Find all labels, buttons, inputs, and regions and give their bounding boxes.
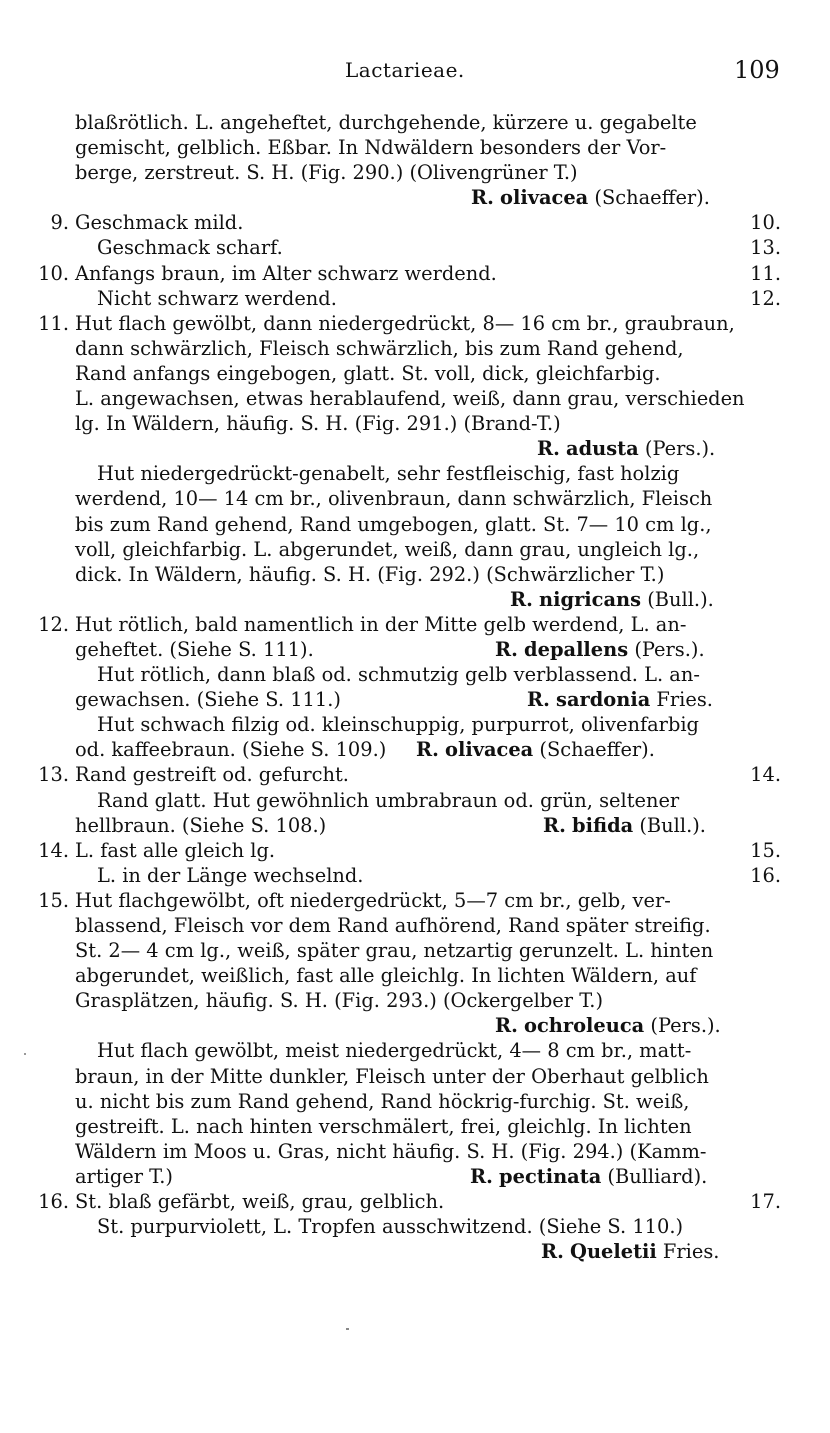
line-text: Nicht schwarz werdend.	[97, 286, 337, 310]
couplet-number: 13.	[38, 763, 69, 787]
text-line	[75, 587, 781, 612]
line-text: Rand gestreift od. gefurcht.	[75, 763, 349, 787]
text-line	[38, 1189, 781, 1214]
text-line	[75, 286, 781, 311]
genus-abbrev: R.	[495, 637, 518, 661]
species-authority: (Bull.).	[641, 587, 714, 611]
species-authority: (Pers.).	[644, 1014, 721, 1038]
lead-to-number: 14.	[750, 763, 781, 787]
line-text: St. 2— 4 cm lg., weiß, später grau, netzartig gerunzelt. L. hinten	[75, 939, 714, 963]
genus-abbrev: R.	[510, 587, 533, 611]
line-text: gemischt, gelblich. Eßbar. In Ndwäldern besonders der Vor-	[75, 136, 667, 160]
species-name	[495, 637, 705, 662]
species-epithet: Queletii	[570, 1240, 657, 1264]
species-epithet: sardonia	[556, 688, 651, 712]
text-line	[75, 1214, 781, 1239]
text-line	[75, 110, 781, 135]
line-text: werdend, 10— 14 cm br., olivenbraun, dann schwärzlich, Fleisch	[75, 487, 713, 511]
lead-to-number: 13.	[750, 236, 781, 260]
text-line	[75, 1114, 781, 1139]
text-line	[75, 813, 781, 838]
line-text: Anfangs braun, im Alter schwarz werdend.	[75, 261, 497, 285]
species-epithet: olivacea	[500, 186, 589, 210]
text-line	[75, 436, 781, 461]
line-text: Hut flach gewölbt, dann niedergedrückt, 8— 16 cm br., graubraun,	[75, 311, 735, 335]
line-text: St. purpurviolett, L. Tropfen ausschwitzend. (Siehe S. 110.)	[97, 1215, 684, 1239]
page-header	[0, 56, 830, 88]
species-name	[527, 687, 713, 712]
genus-abbrev: R.	[527, 688, 550, 712]
line-text: Hut rötlich, bald namentlich in der Mitte gelb werdend, L. an-	[75, 612, 687, 636]
text-line	[75, 537, 781, 562]
line-text: hellbraun. (Siehe S. 108.)	[75, 813, 327, 837]
text-line	[38, 261, 781, 286]
species-authority: (Schaeffer).	[533, 738, 655, 762]
species-name	[470, 1164, 707, 1189]
line-text: od. kaffeebraun. (Siehe S. 109.)	[75, 738, 387, 762]
genus-abbrev: R.	[470, 1164, 493, 1188]
species-epithet: olivacea	[445, 738, 534, 762]
text-line	[75, 1038, 781, 1063]
text-line	[75, 160, 781, 185]
line-text: Hut flach gewölbt, meist niedergedrückt, 4— 8 cm br., matt-	[97, 1039, 692, 1063]
print-speck	[24, 1053, 26, 1055]
species-epithet: pectinata	[499, 1164, 602, 1188]
text-line	[75, 461, 781, 486]
species-name	[543, 813, 706, 838]
line-text: braun, in der Mitte dunkler, Fleisch unter der Oberhaut gelblich	[75, 1064, 709, 1088]
species-epithet: bifida	[572, 813, 634, 837]
line-text: blassend, Fleisch vor dem Rand aufhörend, Rand später streifig.	[75, 914, 711, 937]
text-line	[75, 512, 781, 537]
genus-abbrev: R.	[471, 186, 494, 210]
line-text: gestreift. L. nach hinten verschmälert, frei, gleichlg. In lichten	[75, 1114, 692, 1138]
genus-abbrev: R.	[495, 1014, 518, 1038]
text-line	[38, 612, 781, 637]
line-text: Geschmack mild.	[75, 211, 244, 235]
species-epithet: nigricans	[539, 587, 642, 611]
line-text: lg. In Wäldern, häufig. S. H. (Fig. 291.) (Brand-T.)	[75, 412, 561, 436]
species-epithet: adusta	[566, 437, 639, 461]
text-line	[75, 562, 781, 587]
species-name	[471, 185, 710, 210]
couplet-number: 15.	[38, 888, 69, 912]
line-text: blaßrötlich. L. angeheftet, durchgehende, kürzere u. gegabelte	[75, 111, 697, 134]
line-text: gewachsen. (Siehe S. 111.)	[75, 688, 341, 712]
line-text: artiger T.)	[75, 1164, 173, 1188]
line-text: bis zum Rand gehend, Rand umgebogen, glatt. St. 7— 10 cm lg.,	[75, 512, 712, 536]
species-epithet: ochroleuca	[524, 1014, 645, 1038]
text-line	[75, 486, 781, 511]
text-line	[75, 235, 781, 260]
line-text: Grasplätzen, häufig. S. H. (Fig. 293.) (Ockergelber T.)	[75, 989, 604, 1013]
species-authority: (Schaeffer).	[588, 186, 710, 210]
text-line	[75, 336, 781, 361]
line-text: Rand glatt. Hut gewöhnlich umbrabraun od. grün, seltener	[97, 788, 680, 812]
line-text: Hut flachgewölbt, oft niedergedrückt, 5—7 cm br., gelb, ver-	[75, 888, 671, 912]
line-text: L. in der Länge wechselnd.	[97, 863, 364, 887]
species-authority: (Bull.).	[633, 813, 706, 837]
line-text: abgerundet, weißlich, fast alle gleichlg. In lichten Wäldern, auf	[75, 964, 697, 988]
line-text: St. blaß gefärbt, weiß, grau, gelblich.	[75, 1190, 445, 1214]
text-line	[75, 637, 781, 662]
lead-to-number: 17.	[750, 1190, 781, 1214]
species-name	[537, 436, 715, 461]
line-text: dann schwärzlich, Fleisch schwärzlich, bis zum Rand gehend,	[75, 336, 684, 360]
line-text: voll, gleichfarbig. L. abgerundet, weiß, dann grau, ungleich lg.,	[75, 537, 700, 561]
species-authority: (Pers.).	[628, 637, 705, 661]
text-line	[75, 361, 781, 386]
text-line	[75, 913, 781, 938]
page-number: 109	[734, 56, 780, 84]
text-line	[75, 386, 781, 411]
text-line	[75, 988, 781, 1013]
genus-abbrev: R.	[541, 1240, 564, 1264]
couplet-number: 11.	[38, 311, 69, 335]
line-text: Hut schwach filzig od. kleinschuppig, purpurrot, olivenfarbig	[97, 713, 699, 737]
text-line	[75, 1164, 781, 1189]
lead-to-number: 16.	[750, 863, 781, 887]
text-line	[38, 888, 781, 913]
species-authority: Fries.	[650, 688, 713, 712]
lead-to-number: 11.	[750, 261, 781, 285]
line-text: geheftet. (Siehe S. 111).	[75, 637, 314, 661]
couplet-number: 10.	[38, 261, 69, 285]
line-text: dick. In Wäldern, häufig. S. H. (Fig. 292.) (Schwärzlicher T.)	[75, 562, 665, 586]
text-line	[75, 1013, 781, 1038]
lead-to-number: 10.	[750, 211, 781, 235]
key-text-body	[38, 110, 781, 1264]
text-line	[75, 1064, 781, 1089]
text-line	[75, 1239, 781, 1264]
line-text: L. fast alle gleich lg.	[75, 838, 276, 862]
genus-abbrev: R.	[537, 437, 560, 461]
lead-to-number: 15.	[750, 838, 781, 862]
species-authority: Fries.	[656, 1240, 720, 1264]
text-line	[75, 1089, 781, 1114]
species-epithet: depallens	[524, 637, 629, 661]
line-text: Wäldern im Moos u. Gras, nicht häufig. S. H. (Fig. 294.) (Kamm-	[75, 1139, 707, 1163]
couplet-number: 9.	[50, 211, 69, 235]
couplet-number: 14.	[38, 838, 69, 862]
text-line	[75, 737, 781, 762]
text-line	[38, 311, 781, 336]
line-text: Rand anfangs eingebogen, glatt. St. voll, dick, gleichfarbig.	[75, 361, 661, 385]
line-text: berge, zerstreut. S. H. (Fig. 290.) (Olivengrüner T.)	[75, 161, 578, 185]
couplet-number: 16.	[38, 1190, 69, 1214]
text-line	[75, 135, 781, 160]
species-name	[510, 587, 714, 612]
text-line	[75, 938, 781, 963]
line-text: u. nicht bis zum Rand gehend, Rand höckrig-furchig. St. weiß,	[75, 1089, 690, 1113]
species-name	[416, 737, 655, 762]
text-line	[75, 712, 781, 737]
text-line	[75, 185, 781, 210]
line-text: Hut rötlich, dann blaß od. schmutzig gelb verblassend. L. an-	[97, 663, 700, 687]
text-line	[38, 762, 781, 787]
text-line	[38, 838, 781, 863]
text-line	[75, 963, 781, 988]
couplet-number: 12.	[38, 612, 69, 636]
running-head: Lactarieae.	[345, 58, 465, 82]
print-speck	[346, 1328, 349, 1330]
lead-to-number: 12.	[750, 286, 781, 310]
text-line	[50, 210, 781, 235]
species-authority: (Pers.).	[638, 437, 716, 461]
text-line	[75, 1139, 781, 1164]
text-line	[75, 788, 781, 813]
genus-abbrev: R.	[416, 738, 439, 762]
species-name	[495, 1013, 721, 1038]
text-line	[75, 662, 781, 687]
line-text: L. angewachsen, etwas herablaufend, weiß, dann grau, verschieden	[75, 387, 745, 411]
text-line	[75, 411, 781, 436]
line-text: Hut niedergedrückt-genabelt, sehr festfleischig, fast holzig	[97, 462, 680, 486]
species-name	[541, 1239, 719, 1264]
species-authority: (Bulliard).	[601, 1164, 708, 1188]
text-line	[75, 863, 781, 888]
text-line	[75, 687, 781, 712]
genus-abbrev: R.	[543, 813, 566, 837]
line-text: Geschmack scharf.	[97, 236, 283, 260]
